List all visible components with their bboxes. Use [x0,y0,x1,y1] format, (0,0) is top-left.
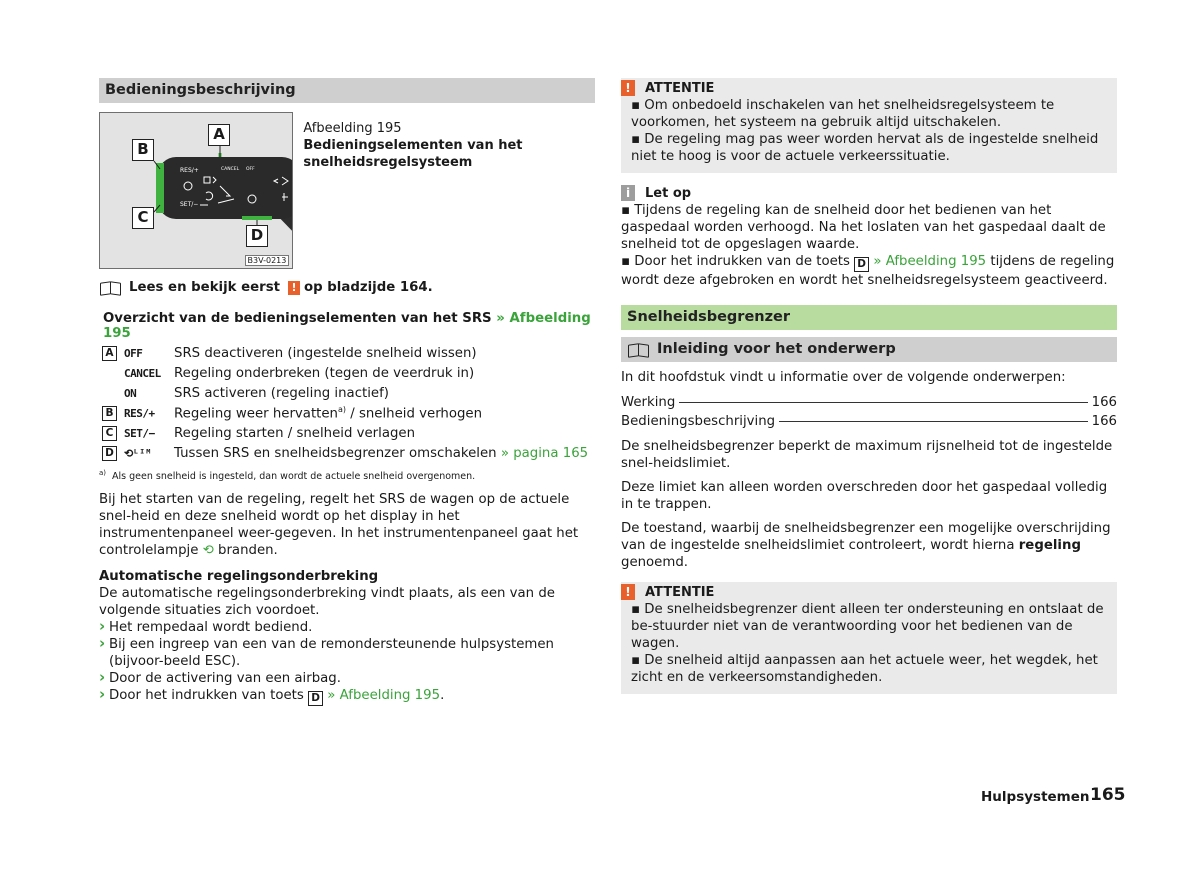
paragraph-text: De toestand, waarbij de snelheidsbegrenzer een mogelijke overschrijding van de ingestelde snelheidslimiet controleert, wordt hierna [621,521,1111,553]
toc-page: 166 [1091,414,1117,429]
toc-leader [779,421,1088,422]
read-first-text: Lees en bekijk eerst [129,280,280,295]
lever-text-res: RES/+ [180,167,199,174]
figure-caption [303,120,595,269]
control-text-part: Tussen SRS en snelheidsbegrenzer omschakelen [174,445,501,461]
read-first-page: op bladzijde 164. [304,280,433,295]
list-item-text: Door het indrukken van toets [109,688,304,704]
subsection-title [621,337,1117,362]
controls-list [99,343,595,463]
paragraph-start-regulation [99,491,595,559]
overview-title [99,311,595,341]
control-key: D [102,446,117,461]
control-key: B [102,406,117,421]
section-title-operation: Bedieningsbeschrijving [99,78,595,103]
limiter-para-3 [621,520,1117,571]
attention-box-2 [621,582,1117,694]
control-lamp-icon: ⟲ [202,543,214,559]
control-key [102,386,117,401]
warning-icon: ! [621,80,635,96]
overview-title-text: Overzicht van de bedieningselementen van het SRS [103,311,492,326]
control-key: A [102,346,117,361]
auto-interrupt-title: Automatische regelingsonderbreking [99,569,379,585]
lever-text-off: OFF [246,167,255,172]
page-number: 165 [1090,785,1126,805]
figure-number: Afbeelding 195 [303,121,402,136]
intro-text: In dit hoofdstuk vindt u informatie over de volgende onderwerpen: [621,370,1066,385]
list-item: › Het rempedaal wordt bediend. [99,619,595,636]
note-text: ▪ Door het indrukken van de toets [621,254,850,269]
section-title-limiter: Snelheidsbegrenzer [621,305,1117,330]
toc-label: Werking [621,395,676,410]
info-icon: i [621,185,635,201]
figure-row [99,112,595,269]
auto-interrupt-text: De automatische regelingsonderbreking vindt plaats, als een van de volgende situaties zich voordoet. [99,586,555,619]
control-row-set [99,423,595,443]
warning-mini-icon: ! [288,281,300,295]
toc-page: 166 [1091,395,1117,410]
toc-label: Bedieningsbeschrijving [621,414,776,429]
figure-link[interactable]: » Afbeelding 195 [873,254,987,269]
interrupt-list [99,619,595,706]
attention-bullet: ▪ Om onbedoeld inschakelen van het snelheidsregelsysteem te voorkomen, het systeem na gebruik altijd uitschakelen. [631,98,1055,130]
control-row-on [99,383,595,403]
control-text: Regeling starten / snelheid verlagen [174,425,416,441]
list-item: › Door de activering van een airbag. [99,670,595,687]
attention-title: ATTENTIE [645,80,715,96]
footer-chapter: Hulpsystemen [981,789,1090,805]
note-header [621,184,1117,202]
control-code: CANCEL [124,366,161,380]
book-icon [99,281,121,295]
attention-box-1 [621,78,1117,173]
attention-bullet: ▪ De snelheidsbegrenzer dient alleen ter ondersteuning en ontslaat de be-stuurder niet van de verantwoording voor het bedienen van de wagen. [631,602,1104,651]
note-bullet [621,253,1117,289]
paragraph-text: branden. [218,543,278,559]
attention-header [621,79,1107,97]
page-link[interactable]: » pagina 165 [500,445,589,461]
note-text: tijdens de regeling wordt deze afgebroken en wordt het snelheidsregelsysteem geactiveerd. [621,254,1115,288]
right-column [621,78,1117,694]
control-code: RES/+ [124,406,155,420]
list-item [99,687,595,706]
paragraph-bold-text: regeling [1018,538,1081,553]
attention-bullet: ▪ De regeling mag pas weer worden hervat als de ingestelde snelheid niet te hoog is voor de actuele verkeerssituatie. [631,132,1099,164]
read-first-note [99,280,595,295]
list-item: › Bij een ingreep van een van de remondersteunende hulpsystemen (bijvoor-beeld ESC). [99,636,595,670]
lever-text-set: SET/− [180,201,199,208]
control-row-cancel [99,363,595,383]
attention-title: ATTENTIE [645,584,715,600]
control-row-limiter [99,443,595,463]
control-text: Regeling onderbreken (tegen de veerdruk in) [174,365,475,381]
control-text-part: / snelheid verhogen [346,406,483,422]
topic-list [621,393,1117,431]
paragraph-text: Bij het starten van de regeling, regelt het SRS de wagen op de actuele snel-heid en deze snelheid wordt op het display in het instrumentenpaneel weer-gegeven. In het instrumentenpaneel gaat het controlelampje [99,492,579,559]
figure-title: Bedieningselementen van het snelheidsregelsysteem [303,138,523,170]
overview-figure-link[interactable]: » Afbeelding 195 [103,311,591,341]
control-text: SRS activeren (regeling inactief) [174,385,389,401]
control-text-part: Regeling weer hervatten [174,406,338,422]
toc-row[interactable] [621,393,1117,412]
control-code: SET/− [124,426,155,440]
footnote-text: Als geen snelheid is ingesteld, dan wordt de actuele snelheid overgenomen. [112,471,476,483]
control-row-off [99,343,595,363]
figure-cruise-control-stalk [99,112,293,269]
control-key [102,366,117,381]
left-column [99,78,595,706]
subsection-title-text: Inleiding voor het onderwerp [657,341,896,357]
lever-green-mark-bottom [242,216,272,220]
limiter-para-1: De snelheidsbegrenzer beperkt de maximum rijsnelheid tot de ingestelde snel-heidslimiet. [621,439,1113,471]
control-text [174,405,595,421]
paragraph-text: genoemd. [621,555,688,570]
figure-label-b: B [132,139,154,161]
note-title: Let op [645,185,692,201]
note-bullet: ▪ Tijdens de regeling kan de snelheid door het bedienen van het gaspedaal worden verhoogd. Na het loslaten van het gaspedaal daalt de snelheid tot de opgeslagen waarde. [621,203,1106,252]
list-item-text: . [440,688,445,704]
control-code: OFF [124,346,143,360]
note-box [621,184,1117,289]
control-text [174,446,595,461]
limiter-icon: ⟲ᴸᴵᴹ [124,446,152,460]
attention-bullet: ▪ De snelheid altijd aanpassen aan het actuele weer, het wegdek, het zicht en de verkeersomstandigheden. [631,653,1098,685]
lever-text-cancel: CANCEL [221,167,240,172]
key-d-badge: D [308,691,323,706]
limiter-para-2: Deze limiet kan alleen worden overschreden door het gaspedaal volledig in te trappen. [621,480,1108,512]
warning-icon: ! [621,584,635,600]
toc-row[interactable] [621,412,1117,431]
control-code: ON [124,386,137,400]
attention-header [621,583,1107,601]
figure-code: B3V-0213 [245,255,290,266]
footnote-mark: a) [99,469,107,477]
figure-link[interactable]: » Afbeelding 195 [327,688,441,704]
toc-leader [679,402,1087,403]
control-text: SRS deactiveren (ingestelde snelheid wissen) [174,345,477,361]
key-d-badge: D [854,257,869,272]
footnote-ref: a) [337,404,347,414]
book-icon [627,343,649,357]
figure-label-c: C [132,207,154,229]
figure-label-d: D [246,225,268,247]
footnote [99,469,595,482]
control-row-res [99,403,595,423]
figure-label-a: A [208,124,230,146]
control-key: C [102,426,117,441]
